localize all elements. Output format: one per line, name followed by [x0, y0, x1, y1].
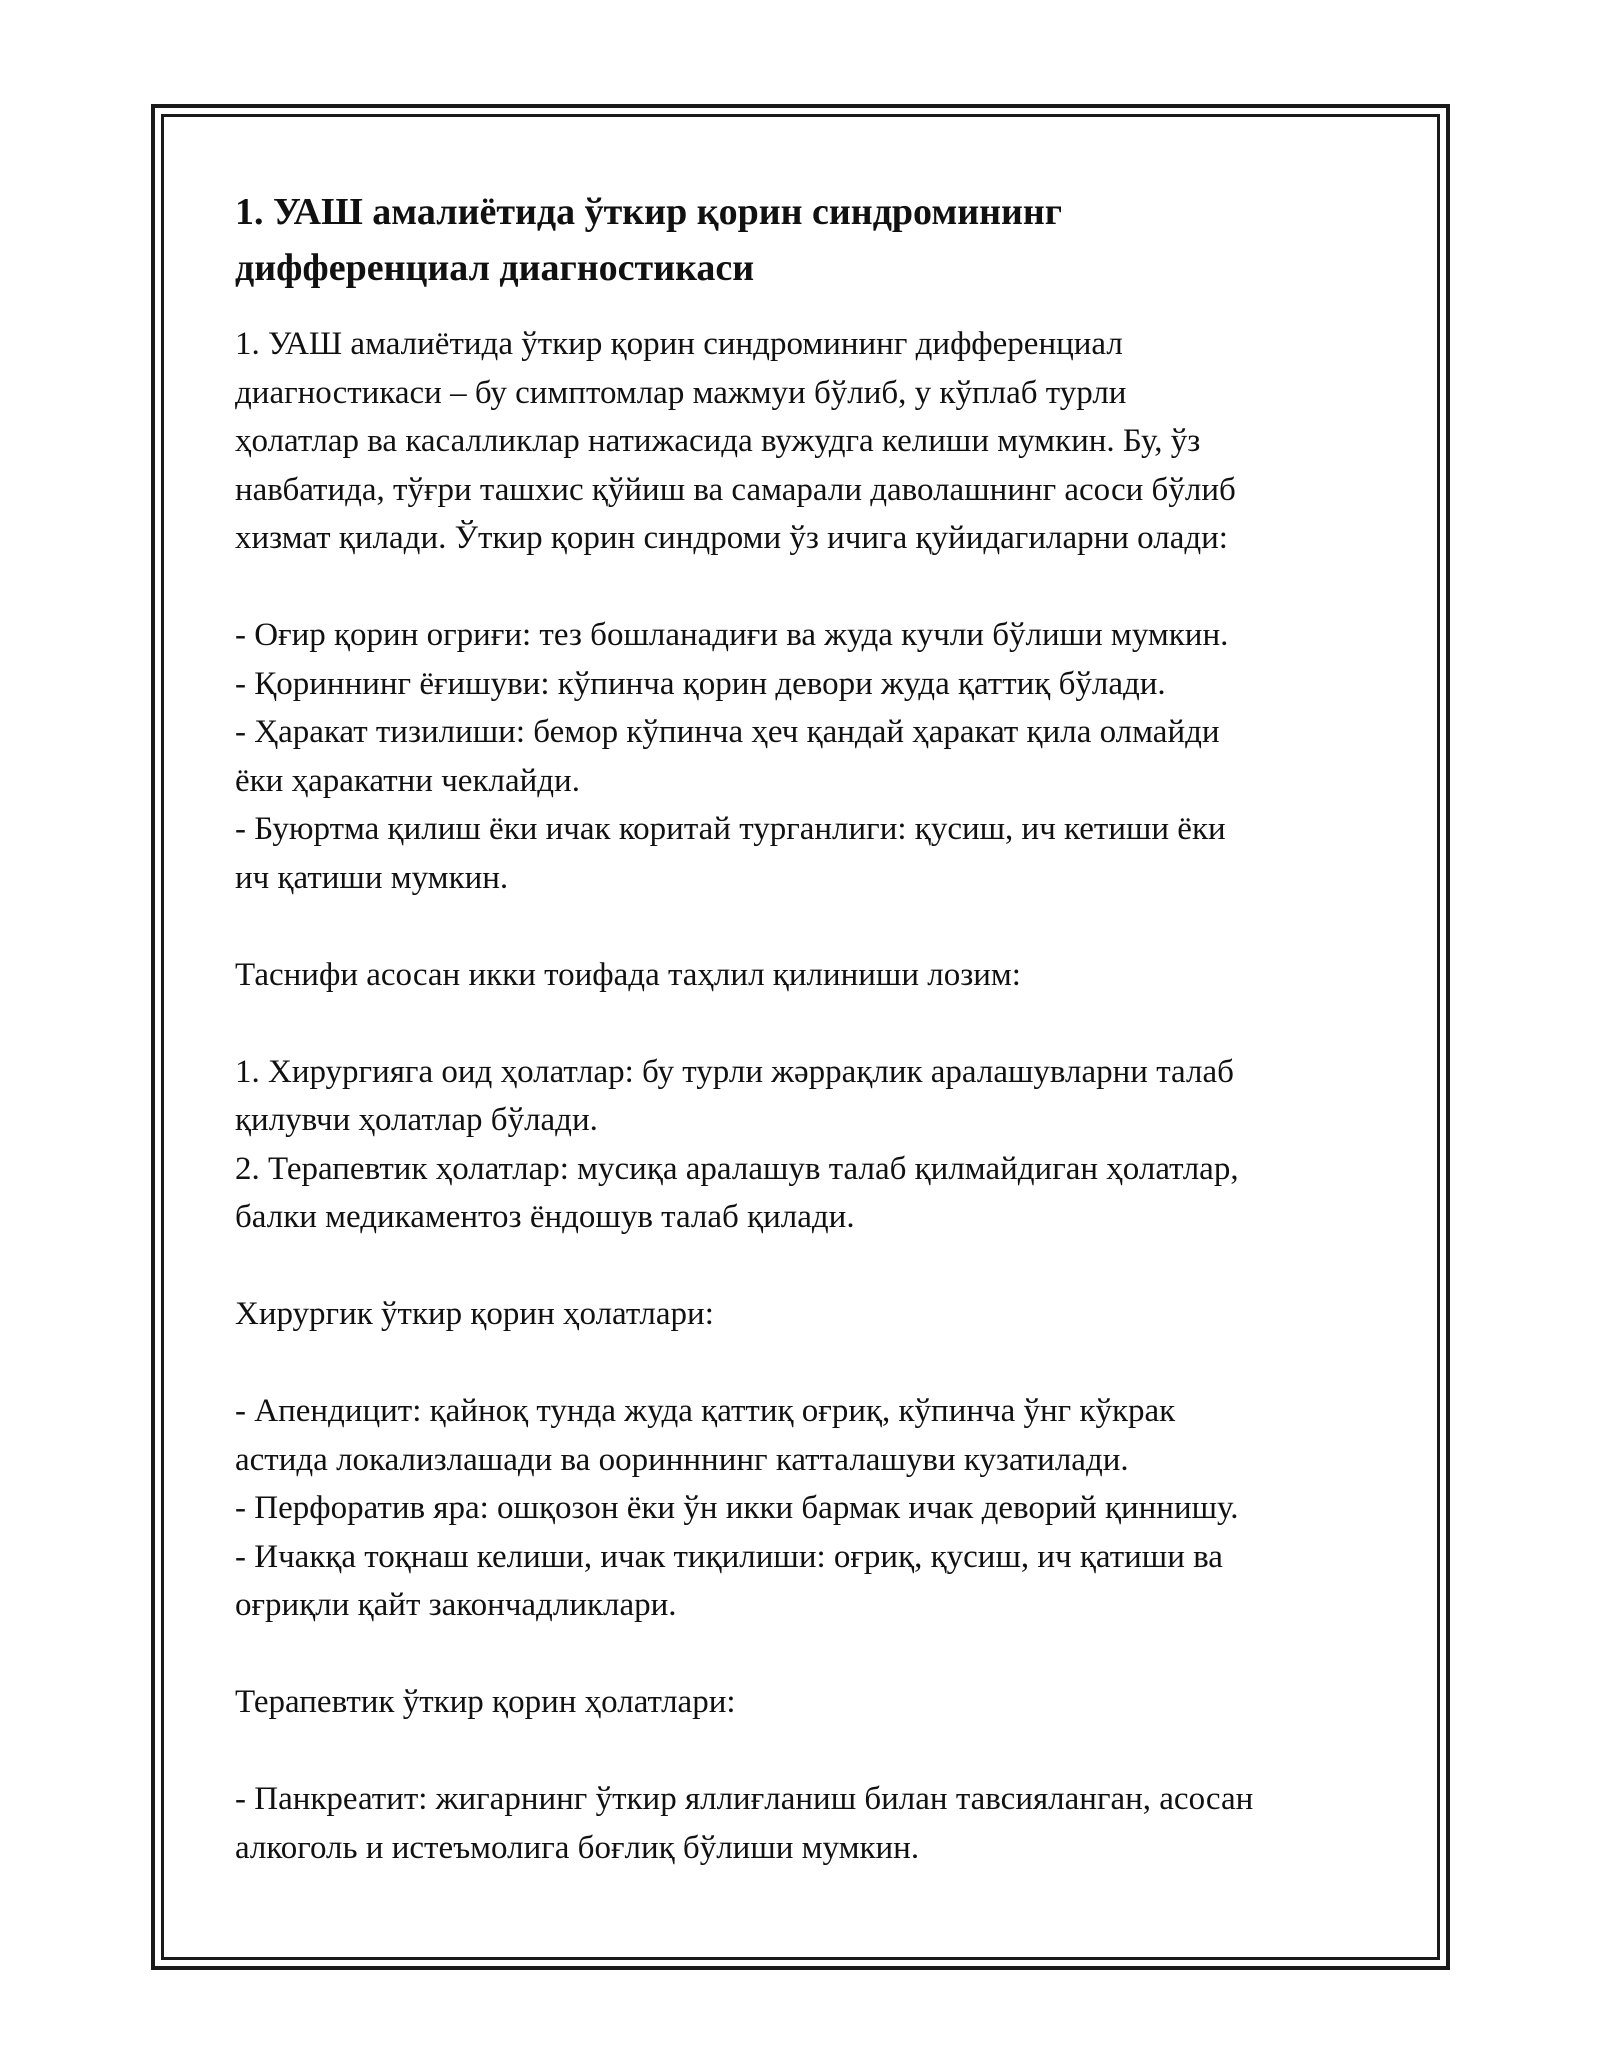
classification-intro	[235, 951, 1385, 1000]
categories-list	[235, 1048, 1385, 1242]
paragraph-gap	[235, 1630, 1385, 1679]
text-line: диагностикаси – бу симптомлар мажмуи бўлиб, у кўплаб турли	[235, 374, 1127, 411]
list-item: 2. Терапевтик ҳолатлар: мусиқа аралашув талаб қилмайдиган ҳолатлар,	[235, 1150, 1239, 1187]
list-item: 1. Хирургияга оид ҳолатлар: бу турли жәррақлик аралашувларни талаб	[235, 1053, 1234, 1090]
therapeutic-heading	[235, 1678, 1385, 1727]
list-item: - Апендицит: қайноқ тунда жуда қаттиқ оғриқ, кўпинча ўнг кўкрак	[235, 1393, 1176, 1429]
symptoms-list	[235, 611, 1385, 902]
text-line: хизмат қилади. Ўткир қорин синдроми ўз ичига қуйидагиларни олади:	[235, 520, 1228, 556]
paragraph-gap	[235, 1242, 1385, 1291]
paragraph-gap	[235, 1339, 1385, 1388]
intro-paragraph	[235, 320, 1385, 563]
list-item: ич қатиши мумкин.	[235, 859, 509, 896]
list-item: - Ичакқа тоқнаш келиши, ичак тиқилиши: оғриқ, қусиш, ич қатиши ва	[235, 1538, 1223, 1575]
list-item: астида локализлашади ва ооринннинг катталашуви кузатилади.	[235, 1441, 1129, 1478]
text-line: навбатида, тўғри ташхис қўйиш ва самарали даволашнинг асоси бўлиб	[235, 471, 1236, 508]
list-item: қилувчи ҳолатлар бўлади.	[235, 1102, 598, 1138]
therapeutic-list	[235, 1775, 1385, 1872]
list-item: - Перфоратив яра: ошқозон ёки ўн икки бармак ичак деворий қиннишу.	[235, 1490, 1239, 1526]
list-item: - Оғир қорин огриғи: тез бошланадиғи ва жуда кучли бўлиши мумкин.	[235, 617, 1229, 653]
list-item: - Ҳаракат тизилиши: бемор кўпинча ҳеч қандай ҳаракат қила олмайди	[235, 714, 1220, 750]
paragraph-gap	[235, 563, 1385, 612]
list-item: оғриқли қайт закончадликлари.	[235, 1587, 677, 1623]
title-line-2: дифференциал диагностикаси	[235, 247, 755, 289]
surgical-list	[235, 1387, 1385, 1630]
paragraph-gap	[235, 999, 1385, 1048]
document-title	[235, 184, 1385, 296]
list-item: балки медикаментоз ёндошув талаб қилади.	[235, 1199, 855, 1235]
title-line-1: 1. УАШ амалиётида ўткир қорин синдромининг	[235, 191, 1063, 233]
list-item: ёки ҳаракатни чеклайди.	[235, 762, 580, 799]
text-line: 1. УАШ амалиётида ўткир қорин синдромининг дифференциал	[235, 326, 1123, 362]
list-item: - Панкреатит: жигарнинг ўткир яллиғланиш билан тавсияланган, асосан	[235, 1781, 1254, 1817]
list-item: - Буюртма қилиш ёки ичак коритай турганлиги: қусиш, ич кетиши ёки	[235, 811, 1226, 847]
paragraph-gap	[235, 902, 1385, 951]
list-item: - Қориннинг ёғишуви: кўпинча қорин девори жуда қаттиқ бўлади.	[235, 665, 1166, 702]
paragraph-gap	[235, 1727, 1385, 1776]
text-line: Терапевтик ўткир қорин ҳолатлари:	[235, 1684, 736, 1720]
text-line: Хирургик ўткир қорин ҳолатлари:	[235, 1296, 714, 1332]
text-line: Таснифи асосан икки тоифада таҳлил қилиниши лозим:	[235, 956, 1021, 993]
text-line: ҳолатлар ва касалликлар натижасида вужудга келиши мумкин. Бу, ўз	[235, 423, 1201, 459]
list-item: алкоголь и истеъмолига боғлиқ бўлиши мумкин.	[235, 1829, 920, 1866]
surgical-heading	[235, 1290, 1385, 1339]
document-body	[235, 184, 1385, 1872]
